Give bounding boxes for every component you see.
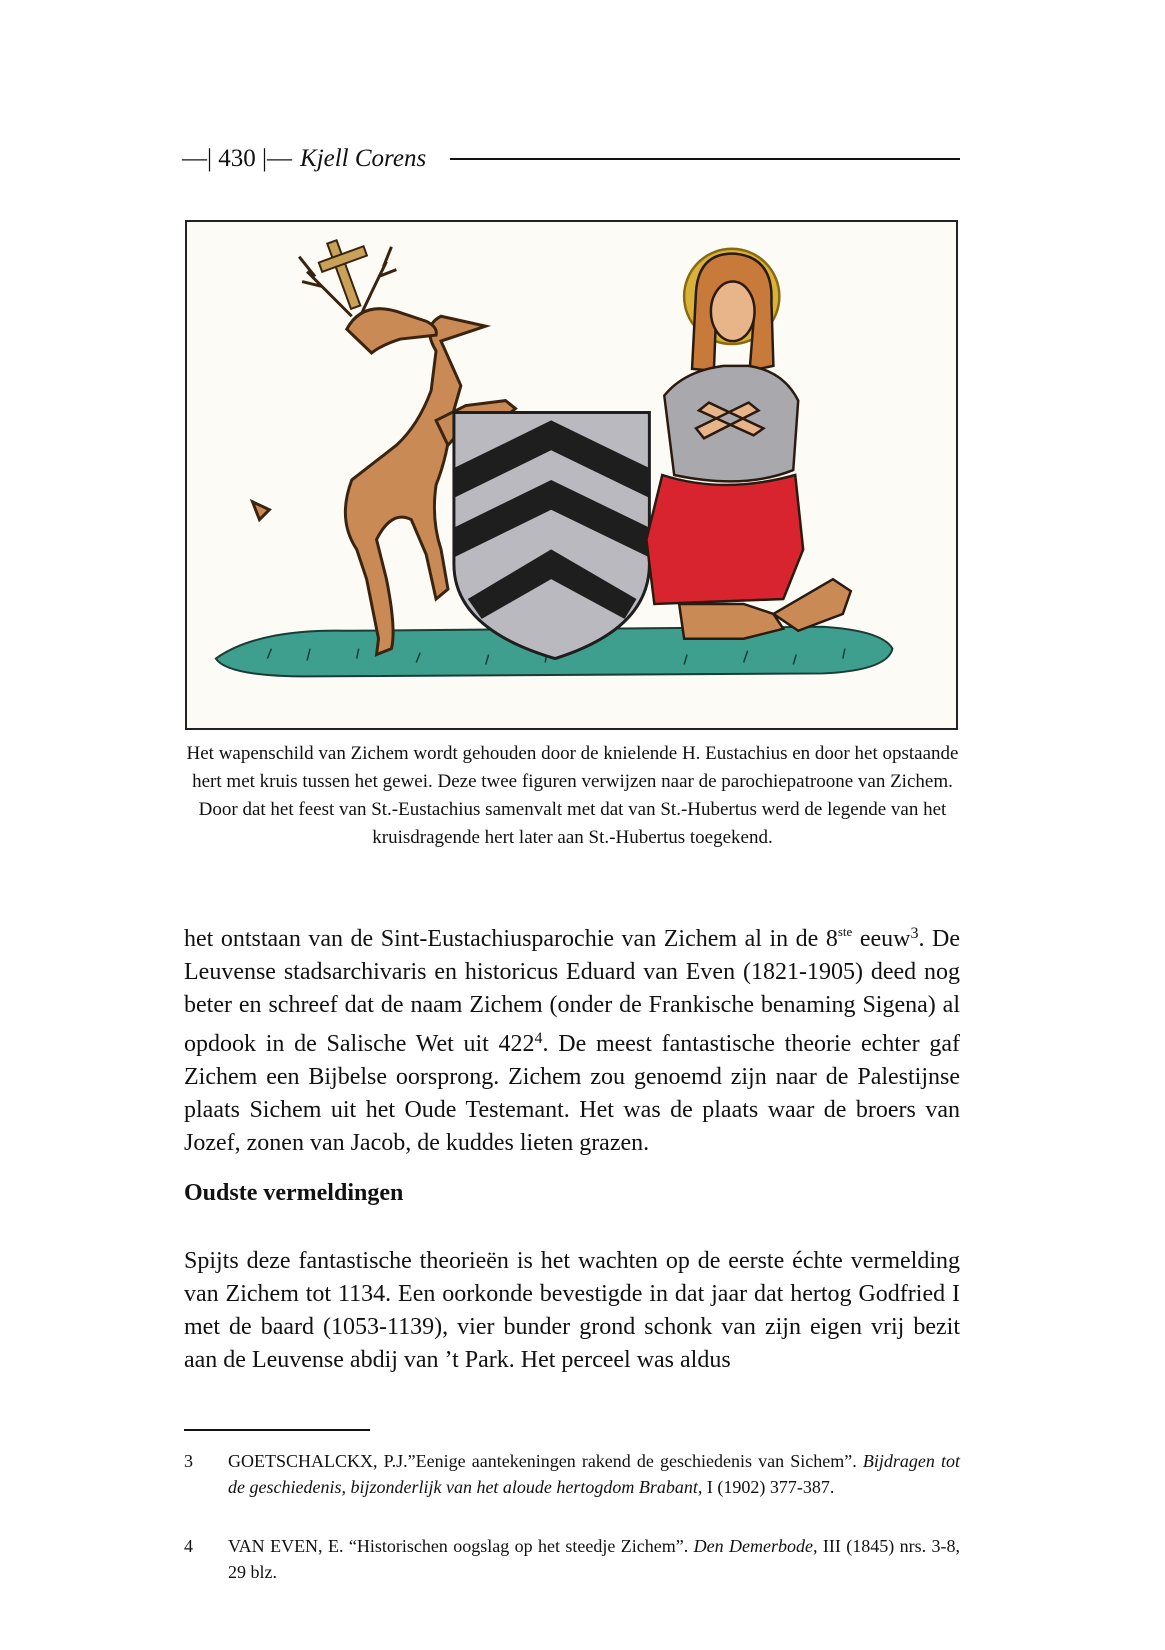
footnote-divider xyxy=(184,1429,370,1431)
footnote-ref-3[interactable]: 3 xyxy=(910,925,919,942)
tunic xyxy=(646,475,803,604)
body-paragraph-2: Spijts deze fantastische theorieën is het wachten op de eerste échte vermelding van Zichem tot 1134. Een oorkonde bevestigde in dat jaar dat hertog Godfried I met de baard (1053-1139), vier bunder grond schonk van zijn eigen vrij bezit aan de Leuvense abdij van ’t Park. Het perceel was aldus xyxy=(184,1248,960,1373)
footnote-text: GOETSCHALCKX, P.J.”Eenige aantekeningen rakend de geschiedenis van Sichem”. Bijdragen tot de geschiedenis, bijzonderlijk van het aloude hertogdom Brabant, I (1902) 377-387. xyxy=(228,1451,960,1497)
figure-caption: Het wapenschild van Zichem wordt gehouden door de knielende H. Eustachius en door het opstaande hert met kruis tussen het gewei. Deze twee figuren verwijzen naar de parochiepatroone van Zichem. Door dat het feest van St.-Eustachius samenvalt met dat van St.-Hubertus werd de legende van het kruisdragende hert later aan St.-Hubertus toegekend. xyxy=(186,743,959,848)
running-header xyxy=(182,142,960,176)
header-rule xyxy=(450,158,960,160)
footnote-text: VAN EVEN, E. “Historischen oogslag op het steedje Zichem”. Den Demerbode, III (1845) nrs. 3-8, 29 blz. xyxy=(228,1536,961,1582)
page-number: —| 430 |— xyxy=(182,145,293,172)
footnote-3 xyxy=(184,1448,960,1500)
body-paragraph-1: het ontstaan van de Sint-Eustachiusparochie van Zichem al in de 8ste eeuw$^3$. De Leuvense stadsarchivaris en historicus Eduard van Even (1821-1905) deed nog beter en schreef dat de naam Zichem (onder de Frankische benaming Sigena) al opdook in de Salische Wet uit $422^4$. De meest fantastische theorie echter gaf Zichem een Bijbelse oorsprong. Zichem zou genoemd zijn naar de Palestijnse plaats Sichem uit het Oude Testemant. Het was de plaats waar de broers van Jozef, zonen van Jacob, de kuddes lieten grazen. xyxy=(184,924,961,1156)
footnote-number: 3 xyxy=(184,1451,193,1471)
footnote-number: 4 xyxy=(184,1536,193,1556)
coat-of-arms-illustration xyxy=(187,222,956,728)
cross-icon xyxy=(319,240,367,309)
superscript-ste: ste xyxy=(837,924,853,939)
author-name: Kjell Corens xyxy=(300,145,427,172)
coat-of-arms-figure xyxy=(185,220,958,730)
footnote-4 xyxy=(184,1533,960,1585)
shield xyxy=(454,412,649,658)
saint-eustachius xyxy=(646,249,850,639)
footnote-ref-4[interactable]: 4 xyxy=(534,1030,543,1047)
section-heading: Oudste vermeldingen xyxy=(184,1180,404,1206)
